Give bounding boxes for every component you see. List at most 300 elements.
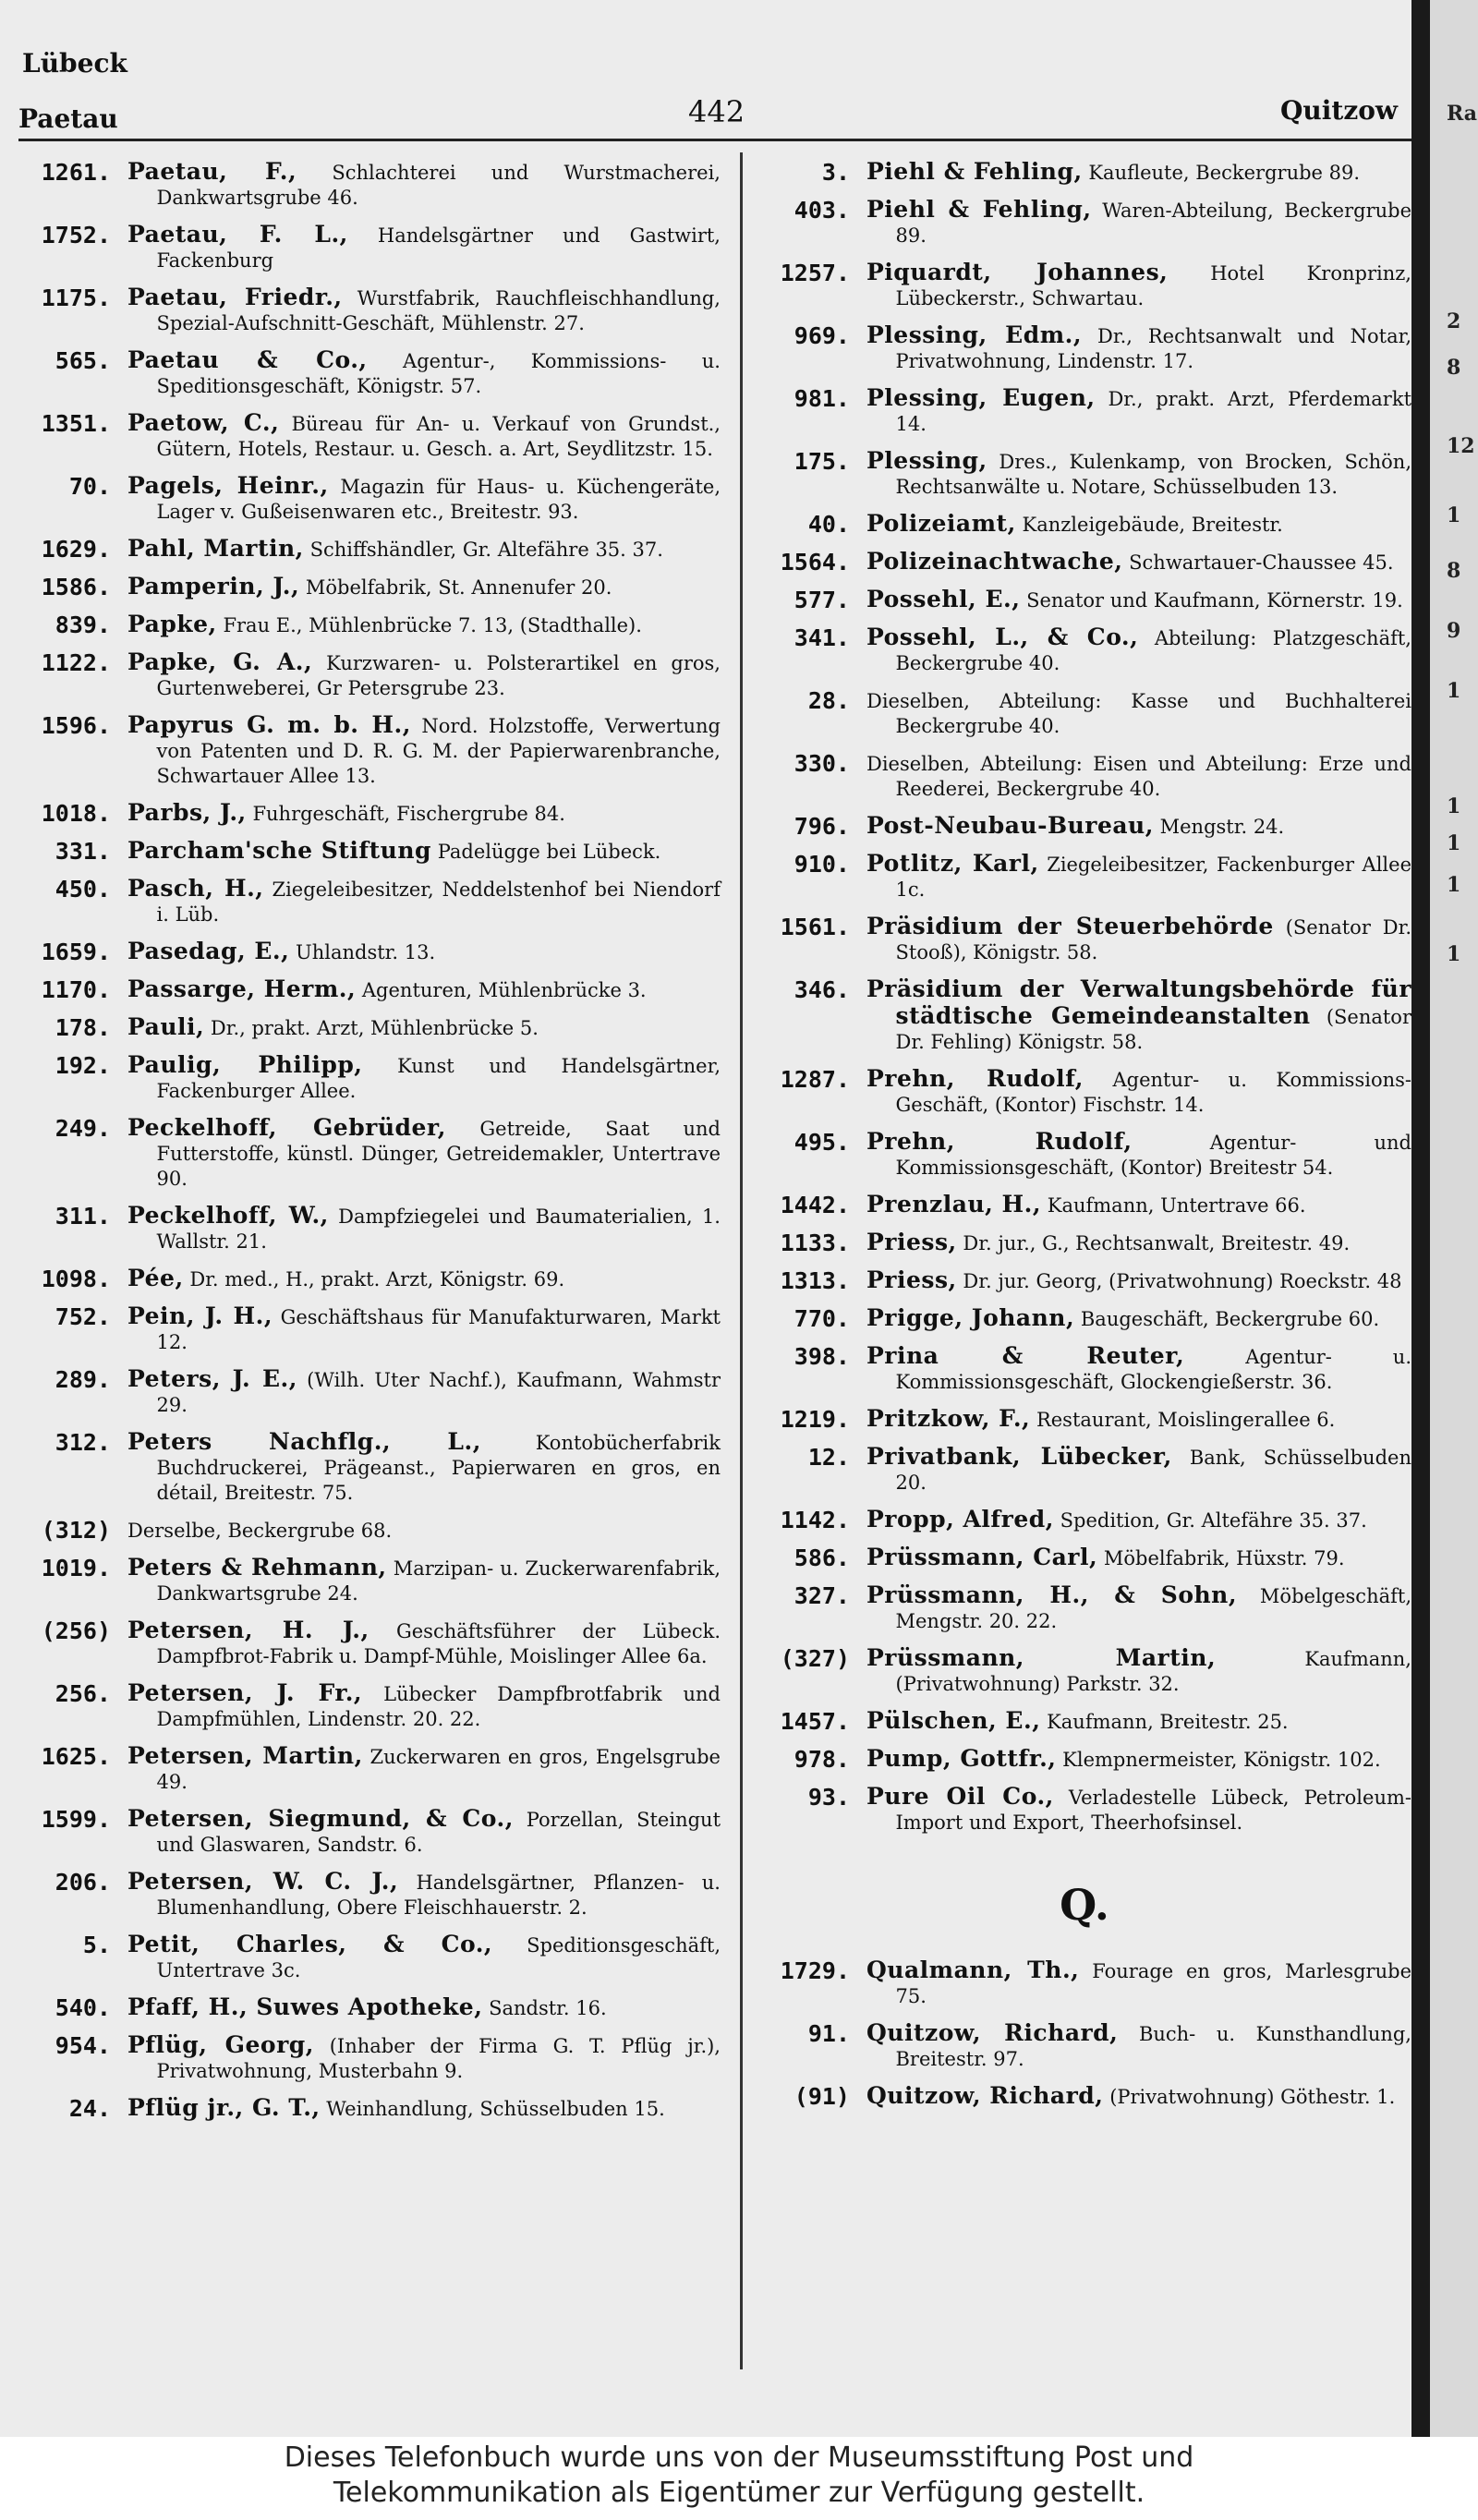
directory-entry: [757, 549, 1411, 575]
entry-name: Pée,: [127, 1265, 184, 1291]
entry-text: [127, 1429, 721, 1506]
directory-entry: [757, 511, 1411, 538]
directory-entry: [18, 159, 721, 211]
entry-name: Pfaff, H., Suwes Apotheke,: [127, 1993, 483, 2020]
directory-entry: [757, 2083, 1411, 2110]
entry-name: Pagels, Heinr.,: [127, 472, 329, 499]
entry-name: Paetau, F.,: [127, 158, 297, 185]
directory-entry: [18, 285, 721, 336]
entry-details: Derselbe, Beckergrube 68.: [127, 1520, 393, 1542]
directory-entry: [18, 1994, 721, 2021]
entry-name: Polizeiamt,: [866, 510, 1016, 537]
entry-text: [127, 1014, 721, 1041]
adjacent-page-fragment: 1: [1447, 679, 1461, 703]
entry-name: Pülschen, E.,: [866, 1707, 1041, 1734]
column-divider: [740, 152, 743, 2369]
entry-text: [127, 347, 721, 399]
directory-entry: [18, 222, 721, 273]
entry-name: Peckelhoff, W.,: [127, 1202, 329, 1229]
entry-name: Plessing, Eugen,: [866, 384, 1096, 411]
entry-text: [866, 1507, 1411, 1533]
directory-entry: [757, 322, 1411, 374]
phone-number: 346.: [794, 976, 850, 1003]
phone-number: 969.: [794, 322, 850, 349]
entry-text: [127, 939, 721, 965]
phone-number: 1659.: [41, 939, 111, 965]
directory-entry: [18, 1806, 721, 1858]
page-gutter-shadow: [1411, 0, 1430, 2437]
phone-number: 1561.: [780, 914, 850, 940]
directory-entry: [18, 1366, 721, 1418]
phone-number: 311.: [55, 1203, 111, 1230]
phone-number: 70.: [68, 473, 111, 500]
directory-entry: [18, 1303, 721, 1355]
entry-text: [127, 1303, 721, 1355]
entry-name: Petersen, W. C. J.,: [127, 1868, 399, 1895]
entry-text: [127, 1203, 721, 1254]
entry-text: [127, 612, 721, 638]
entry-details: Hotel Kronprinz, Lübeckerstr., Schwartau.: [895, 262, 1411, 309]
directory-entry: [757, 1582, 1411, 1634]
adjacent-page-fragment: 1: [1447, 942, 1461, 966]
entry-name: Peters & Rehmann,: [127, 1554, 387, 1581]
entry-name: Pflüg jr., G. T.,: [127, 2094, 321, 2121]
entry-text: [866, 750, 1411, 802]
entry-text: [127, 159, 721, 211]
entry-name: Possehl, L., & Co.,: [866, 624, 1139, 650]
entry-text: [866, 2020, 1411, 2072]
entry-name: Prehn, Rudolf,: [866, 1128, 1133, 1155]
entry-details: Dieselben, Abteilung: Kasse und Buchhalterei Beckergrube 40.: [866, 690, 1411, 737]
entry-text: [866, 260, 1411, 311]
phone-number: (91): [794, 2083, 850, 2110]
section-q-entries: [757, 1957, 1411, 2110]
phone-number: (312): [41, 1517, 111, 1544]
adjacent-page-fragment: 8: [1447, 559, 1461, 583]
phone-number: 978.: [794, 1746, 850, 1773]
entry-details: Schlachterei und Wurstmacherei, Dankwartsgrube 46.: [156, 162, 721, 209]
entry-text: [866, 1406, 1411, 1433]
directory-entry: [18, 1555, 721, 1606]
entry-name: Peckelhoff, Gebrüder,: [127, 1114, 446, 1141]
entry-text: [127, 285, 721, 336]
entry-name: Papke, G. A.,: [127, 648, 313, 675]
entry-details: Schiffshändler, Gr. Altefähre 35. 37.: [309, 539, 663, 561]
entry-text: [127, 876, 721, 927]
phone-number: 3.: [821, 159, 850, 186]
directory-entry: [757, 1784, 1411, 1835]
entry-details: Spedition, Gr. Altefähre 35. 37.: [1060, 1509, 1367, 1532]
entry-details: Lübecker Dampfbrotfabrik und Dampfmühlen, Lindenstr. 20. 22.: [156, 1683, 721, 1730]
phone-number: 5.: [82, 1932, 111, 1958]
directory-entry: [757, 2020, 1411, 2072]
entry-name: Quitzow, Richard,: [866, 2082, 1104, 2109]
entry-text: [866, 624, 1411, 676]
directory-entry: [18, 1743, 721, 1795]
entry-name: Prehn, Rudolf,: [866, 1065, 1084, 1092]
directory-entry: [18, 1869, 721, 1920]
entry-details: Möbelfabrik, Hüxstr. 79.: [1103, 1547, 1345, 1569]
entry-details: (Privatwohnung) Göthestr. 1.: [1109, 2086, 1396, 2108]
entry-details: Dieselben, Abteilung: Eisen und Abteilung: Erze und Reederei, Beckergrube 40.: [866, 753, 1411, 800]
directory-entry: [757, 197, 1411, 248]
entry-details: Porzellan, Steingut und Glaswaren, Sandstr. 6.: [156, 1809, 721, 1856]
directory-entry: [18, 536, 721, 563]
adjacent-page-fragment: 8: [1447, 356, 1461, 380]
entry-name: Plessing,: [866, 447, 987, 474]
phone-number: 178.: [55, 1014, 111, 1041]
phone-number: 1313.: [780, 1267, 850, 1294]
directory-entry: [18, 1429, 721, 1506]
entry-details: (Senator Dr. Fehling) Königstr. 58.: [895, 1006, 1411, 1053]
directory-entry: [18, 976, 721, 1003]
entry-details: Handelsgärtner und Gastwirt, Fackenburg: [156, 224, 721, 272]
entry-name: Priess,: [866, 1266, 957, 1293]
entry-details: Dr. jur., G., Rechtsanwalt, Breitestr. 49.: [963, 1232, 1351, 1254]
entry-details: Schwartauer-Chaussee 45.: [1129, 551, 1394, 574]
entry-name: Possehl, E.,: [866, 586, 1021, 612]
entry-text: [866, 1784, 1411, 1835]
entry-text: [127, 1806, 721, 1858]
entry-text: [127, 2032, 721, 2084]
directory-entry: [757, 1507, 1411, 1533]
entry-details: Möbelgeschäft, Mengstr. 20. 22.: [895, 1585, 1411, 1632]
entry-details: Kurzwaren- u. Polsterartikel en gros, Gurtenweberei, Gr Petersgrube 23.: [156, 652, 721, 699]
phone-number: 24.: [68, 2095, 111, 2122]
directory-entry: [757, 1444, 1411, 1496]
phone-number: 206.: [55, 1869, 111, 1896]
entry-text: [127, 574, 721, 600]
header-rule: [18, 139, 1411, 141]
phone-number: 1457.: [780, 1708, 850, 1735]
entry-name: Paetau, F. L.,: [127, 221, 348, 248]
entry-name: Paulig, Philipp,: [127, 1051, 363, 1078]
directory-entry: [757, 1708, 1411, 1735]
directory-entry: [18, 1932, 721, 1983]
phone-number: 981.: [794, 385, 850, 412]
entry-details: Getreide, Saat und Futterstoffe, künstl. Dünger, Getreidemakler, Untertrave 90.: [156, 1118, 721, 1190]
phone-number: 331.: [55, 838, 111, 865]
phone-number: 1261.: [41, 159, 111, 186]
entry-name: Petersen, J. Fr.,: [127, 1679, 363, 1706]
entry-text: [127, 1555, 721, 1606]
entry-details: Geschäftshaus für Manufakturwaren, Markt 12.: [156, 1306, 721, 1353]
directory-entry: [757, 1343, 1411, 1395]
entry-name: Prenzlau, H.,: [866, 1191, 1042, 1218]
phone-number: 1219.: [780, 1406, 850, 1433]
entry-name: Prüssmann, H., & Sohn,: [866, 1581, 1238, 1608]
entry-name: Pamperin, J.,: [127, 573, 300, 600]
entry-name: Pein, J. H.,: [127, 1302, 273, 1329]
entry-name: Prigge, Johann,: [866, 1304, 1075, 1331]
entry-text: [866, 1444, 1411, 1496]
entry-text: [866, 687, 1411, 739]
entry-text: [127, 976, 721, 1003]
entry-name: Plessing, Edm.,: [866, 321, 1083, 348]
directory-entry: [757, 914, 1411, 965]
entry-name: Papyrus G. m. b. H.,: [127, 711, 411, 738]
phone-number: 1018.: [41, 800, 111, 827]
header-first-entry: Paetau: [18, 103, 118, 134]
directory-entry: [757, 1406, 1411, 1433]
entry-name: Piehl & Fehling,: [866, 196, 1092, 223]
directory-entry: [757, 750, 1411, 802]
phone-number: 1098.: [41, 1266, 111, 1292]
entry-text: [127, 712, 721, 789]
adjacent-page-fragment: 1: [1447, 873, 1461, 897]
entry-name: Prüssmann, Carl,: [866, 1544, 1098, 1570]
directory-entry: [18, 574, 721, 600]
directory-entry: [18, 612, 721, 638]
entry-details: Dres., Kulenkamp, von Brocken, Schön, Rechtsanwälte u. Notare, Schüsselbuden 13.: [895, 451, 1411, 498]
entry-text: [866, 1957, 1411, 2009]
phone-number: (256): [41, 1617, 111, 1644]
phone-number: 1175.: [41, 285, 111, 311]
directory-entry: [18, 1052, 721, 1104]
entry-details: Kontobücherfabrik Buchdruckerei, Prägeanst., Papierwaren en gros, en détail, Breitestr. 75.: [156, 1432, 721, 1504]
phone-number: 175.: [794, 448, 850, 475]
directory-entry: [18, 939, 721, 965]
entry-text: [127, 410, 721, 462]
entry-details: Verladestelle Lübeck, Petroleum-Import und Export, Theerhofsinsel.: [895, 1787, 1411, 1834]
entry-text: [866, 813, 1411, 840]
phone-number: 1170.: [41, 976, 111, 1003]
entry-text: [866, 1192, 1411, 1218]
entry-name: Quitzow, Richard,: [866, 2019, 1119, 2046]
entry-name: Passarge, Herm.,: [127, 975, 357, 1002]
entry-details: Nord. Holzstoffe, Verwertung von Patenten und D. R. G. M. der Papierwarenbranche, Schwartauer Allee 13.: [156, 715, 721, 787]
entry-name: Pasedag, E.,: [127, 938, 290, 964]
entry-name: Potlitz, Karl,: [866, 850, 1039, 877]
phone-number: 1564.: [780, 549, 850, 575]
entry-name: Peters, J. E.,: [127, 1365, 297, 1392]
entry-details: Padelügge bei Lübeck.: [437, 841, 661, 863]
entry-text: [127, 1115, 721, 1192]
phone-number: 289.: [55, 1366, 111, 1393]
entry-details: Ziegeleibesitzer, Neddelstenhof bei Niendorf i. Lüb.: [156, 878, 721, 926]
footer-notice: [0, 2437, 1478, 2520]
footer-line-2: Telekommunikation als Eigentümer zur Verfügung gestellt.: [333, 2477, 1145, 2509]
phone-number: 1629.: [41, 536, 111, 563]
entry-details: Fourage en gros, Marlesgrube 75.: [895, 1960, 1411, 2007]
directory-entry: [757, 159, 1411, 186]
directory-entry: [757, 1129, 1411, 1181]
directory-entry: [757, 1746, 1411, 1773]
directory-entry: [757, 587, 1411, 613]
entry-text: [127, 222, 721, 273]
entry-details: Magazin für Haus- u. Küchengeräte, Lager v. Gußeisenwaren etc., Breitestr. 93.: [156, 476, 721, 523]
phone-number: 770.: [794, 1305, 850, 1332]
phone-number: 954.: [55, 2032, 111, 2059]
entry-text: [866, 1267, 1411, 1294]
entry-text: [866, 1746, 1411, 1773]
entry-details: Dampfziegelei und Baumaterialien, 1. Wallstr. 21.: [156, 1205, 721, 1253]
entry-details: Agentur- und Kommissionsgeschäft, (Kontor) Breitestr 54.: [895, 1132, 1411, 1179]
entry-text: [866, 549, 1411, 575]
entry-details: (Senator Dr. Stooß), Königstr. 58.: [895, 916, 1411, 963]
entry-details: Agentur- u. Kommissions-Geschäft, (Kontor) Fischstr. 14.: [895, 1069, 1411, 1116]
phone-number: 1596.: [41, 712, 111, 739]
entry-details: Kaufmann, (Privatwohnung) Parkstr. 32.: [895, 1648, 1411, 1695]
entry-name: Petersen, H. J.,: [127, 1617, 370, 1643]
phone-number: 752.: [55, 1303, 111, 1330]
directory-entry: [18, 1617, 721, 1669]
entry-details: Zuckerwaren en gros, Engelsgrube 49.: [156, 1746, 721, 1793]
entry-text: [127, 1266, 721, 1292]
entry-details: Kaufmann, Breitestr. 25.: [1047, 1711, 1289, 1733]
adjacent-page-fragment: 1: [1447, 794, 1461, 818]
phone-number: 398.: [794, 1343, 850, 1370]
entry-text: [127, 1680, 721, 1732]
header-last-entry: Quitzow: [1280, 95, 1398, 126]
entry-details: Möbelfabrik, St. Annenufer 20.: [305, 576, 612, 599]
entry-text: [127, 473, 721, 525]
entry-text: [127, 1617, 721, 1669]
entry-details: Waren-Abteilung, Beckergrube 89.: [895, 200, 1411, 247]
entry-details: Sandstr. 16.: [489, 1997, 607, 2019]
phone-number: 1351.: [41, 410, 111, 437]
phone-number: 93.: [807, 1784, 850, 1811]
directory-entry: [757, 624, 1411, 676]
phone-number: 91.: [807, 2020, 850, 2047]
phone-number: 1442.: [780, 1192, 850, 1218]
entry-name: Parbs, J.,: [127, 799, 247, 826]
entry-text: [127, 800, 721, 827]
directory-entry: [18, 1203, 721, 1254]
entry-details: Buch- u. Kunsthandlung, Breitestr. 97.: [895, 2023, 1411, 2070]
entry-details: Baugeschäft, Beckergrube 60.: [1080, 1308, 1380, 1330]
adjacent-page-fragment: 12: [1447, 434, 1475, 458]
entry-details: Kaufleute, Beckergrube 89.: [1088, 162, 1361, 184]
directory-entry: [757, 976, 1411, 1055]
entry-text: [866, 511, 1411, 538]
entry-name: Peters Nachflg., L.,: [127, 1428, 481, 1455]
entry-details: Agentur- u. Kommissionsgeschäft, Glockengießerstr. 36.: [895, 1346, 1411, 1393]
entry-text: [127, 536, 721, 563]
phone-number: 312.: [55, 1429, 111, 1456]
phone-number: 249.: [55, 1115, 111, 1142]
entry-text: [866, 385, 1411, 437]
adjacent-page-edge: [1411, 0, 1478, 2437]
entry-details: Handelsgärtner, Pflanzen- u. Blumenhandlung, Obere Fleischhauerstr. 2.: [156, 1872, 721, 1919]
directory-entry: [18, 800, 721, 827]
entry-name: Pump, Gottfr.,: [866, 1745, 1057, 1772]
entry-text: [866, 1066, 1411, 1118]
directory-entry: [18, 838, 721, 865]
entry-details: Dr., Rechtsanwalt und Notar, Privatwohnung, Lindenstr. 17.: [895, 325, 1411, 372]
directory-entry: [18, 1115, 721, 1192]
phone-number: 1122.: [41, 649, 111, 676]
entry-details: Frau E., Mühlenbrücke 7. 13, (Stadthalle).: [223, 614, 642, 636]
entry-name: Parcham'sche Stiftung: [127, 837, 432, 864]
directory-entry: [18, 410, 721, 462]
section-letter-q: Q.: [1060, 1880, 1109, 1930]
directory-entry: [757, 1305, 1411, 1332]
entry-text: [866, 914, 1411, 965]
phone-number: 256.: [55, 1680, 111, 1707]
directory-entry: [18, 1680, 721, 1732]
phone-number: 1133.: [780, 1230, 850, 1256]
phone-number: 330.: [794, 750, 850, 777]
entry-text: [866, 2083, 1411, 2110]
directory-entry: [757, 1192, 1411, 1218]
entry-details: (Inhaber der Firma G. T. Pflüg jr.), Privatwohnung, Musterbahn 9.: [156, 2035, 721, 2082]
page-number: 442: [688, 94, 745, 129]
adjacent-page-fragment: 1: [1447, 831, 1461, 855]
entry-name: Paetow, C.,: [127, 409, 280, 436]
phone-number: 1729.: [780, 1957, 850, 1984]
directory-entry: [18, 347, 721, 399]
directory-entry: [757, 1645, 1411, 1697]
entry-text: [127, 1743, 721, 1795]
entry-text: [866, 1545, 1411, 1571]
phone-number: 495.: [794, 1129, 850, 1156]
directory-entry: [18, 649, 721, 701]
phone-number: 1142.: [780, 1507, 850, 1533]
entry-details: Restaurant, Moislingerallee 6.: [1036, 1409, 1336, 1431]
phone-number: 565.: [55, 347, 111, 374]
entry-name: Prüssmann, Martin,: [866, 1644, 1217, 1671]
entry-details: Dr., prakt. Arzt, Mühlenbrücke 5.: [210, 1017, 539, 1039]
entry-text: [866, 159, 1411, 186]
left-column: [18, 159, 721, 2133]
directory-entry: [18, 2032, 721, 2084]
entry-name: Prina & Reuter,: [866, 1342, 1185, 1369]
entry-name: Privatbank, Lübecker,: [866, 1443, 1172, 1470]
phone-number: 327.: [794, 1582, 850, 1609]
entry-name: Pure Oil Co.,: [866, 1783, 1054, 1810]
entry-details: Dr., prakt. Arzt, Pferdemarkt 14.: [895, 388, 1412, 435]
entry-text: [127, 1052, 721, 1104]
entry-name: Petersen, Martin,: [127, 1742, 363, 1769]
directory-entry: [757, 1066, 1411, 1118]
entry-text: [127, 1932, 721, 1983]
phone-number: 1599.: [41, 1806, 111, 1833]
directory-entry: [18, 2095, 721, 2122]
entry-name: Polizeinachtwache,: [866, 548, 1123, 575]
entry-text: [866, 851, 1411, 903]
directory-entry: [757, 1267, 1411, 1294]
entry-text: [866, 448, 1411, 500]
entry-name: Pahl, Martin,: [127, 535, 304, 562]
entry-text: [127, 1517, 721, 1544]
directory-entry: [18, 1266, 721, 1292]
entry-text: [866, 1645, 1411, 1697]
entry-details: Speditionsgeschäft, Untertrave 3c.: [156, 1934, 721, 1981]
entry-text: [866, 1230, 1411, 1256]
phone-number: 540.: [55, 1994, 111, 2021]
entry-details: Dr. jur. Georg, (Privatwohnung) Roeckstr. 48: [963, 1270, 1402, 1292]
entry-details: Büreau für An- u. Verkauf von Grundst., Gütern, Hotels, Restaur. u. Gesch. a. Art, Seydlitzstr. 15.: [156, 413, 721, 460]
entry-details: Weinhandlung, Schüsselbuden 15.: [326, 2098, 665, 2120]
entry-name: Paetau & Co.,: [127, 346, 368, 373]
phone-number: 1586.: [41, 574, 111, 600]
entry-name: Pritzkow, F.,: [866, 1405, 1031, 1432]
directory-entry: [18, 1517, 721, 1544]
entry-name: Petersen, Siegmund, & Co.,: [127, 1805, 514, 1832]
entry-text: [866, 1582, 1411, 1634]
entry-name: Qualmann, Th.,: [866, 1957, 1080, 1983]
entry-text: [866, 587, 1411, 613]
entry-text: [866, 322, 1411, 374]
phone-number: 577.: [794, 587, 850, 613]
entry-details: (Wilh. Uter Nachf.), Kaufmann, Wahmstr 29.: [156, 1369, 721, 1416]
entry-name: Priess,: [866, 1229, 957, 1255]
entry-details: Klempnermeister, Königstr. 102.: [1062, 1749, 1381, 1771]
entry-details: Dr. med., H., prakt. Arzt, Königstr. 69.: [189, 1268, 565, 1290]
phone-number: 839.: [55, 612, 111, 638]
phone-number: 796.: [794, 813, 850, 840]
